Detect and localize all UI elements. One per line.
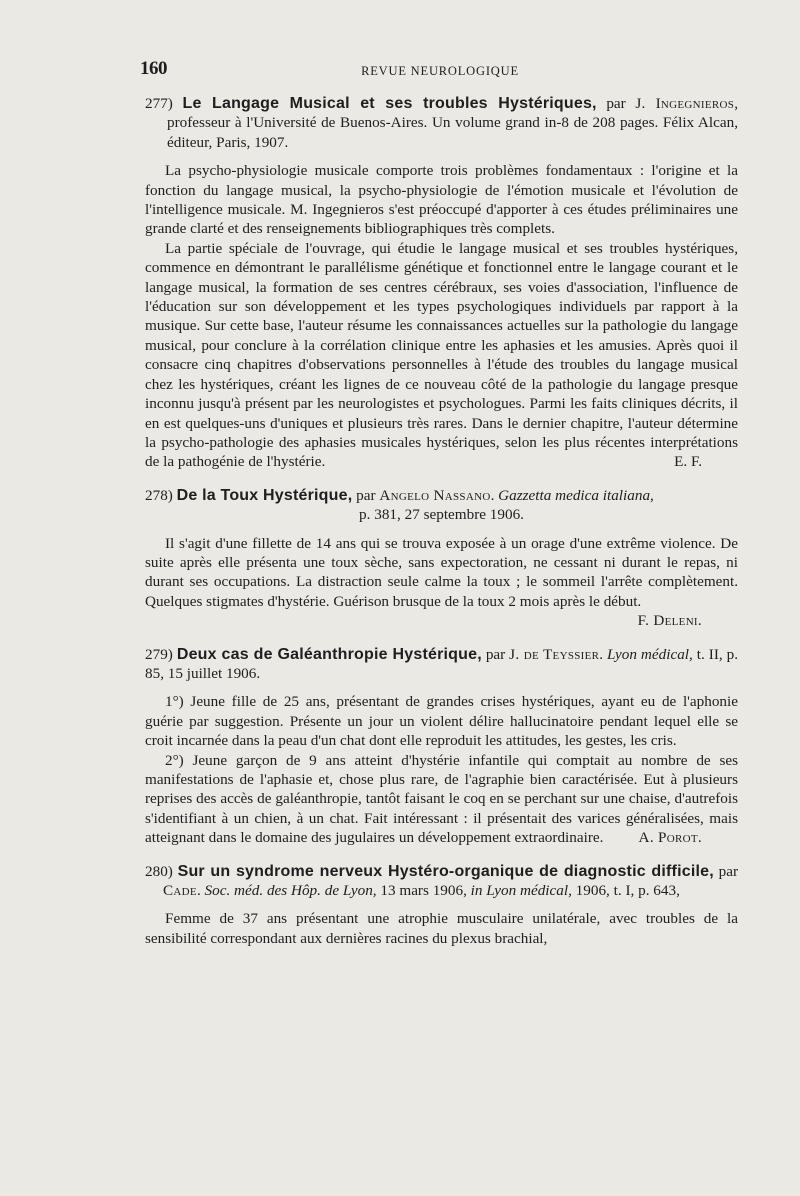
entry-number: 278) xyxy=(145,486,173,504)
citation-text: par xyxy=(481,645,510,663)
review-entry-277 xyxy=(145,94,738,472)
entry-title: Deux cas de Galéanthropie Hystérique, xyxy=(176,645,482,663)
entry-author: J. de Teyssier xyxy=(509,645,600,663)
paragraph xyxy=(145,751,738,848)
entry-number: 280) xyxy=(145,862,173,880)
page-content xyxy=(145,94,738,948)
reviewer-signature: E. F. xyxy=(674,453,702,471)
entry-title: De la Toux Hystérique, xyxy=(176,486,353,504)
paragraph: Femme de 37 ans présentant une atrophie musculaire unilatérale, avec troubles de la sensibilité correspondant aux dernières racines du plexus brachial, xyxy=(145,910,738,947)
entry-author: Cade xyxy=(163,882,197,900)
entry-heading: 279) Deux cas de Galéanthropie Hystérique, par J. de Teyssier. Lyon médical, t. II, p. 85, 15 juillet 1906. xyxy=(145,645,739,682)
entry-heading: 278) De la Toux Hystérique, par Angelo Nassano. Gazzetta medica italiana, p. 381, 27 septembre 1906. xyxy=(145,486,738,525)
reviewer-signature: F. Deleni. xyxy=(637,612,702,630)
entry-journal: Lyon médical, xyxy=(607,645,693,663)
page-number: 160 xyxy=(140,58,167,79)
paragraph-text: 2°) Jeune garçon de 9 ans atteint d'hystérie infantile qui comptait au nombre de ses manifestations de l'aphasie et, chose plus rare, de l'agraphie bien caractérisée. Eut à plusieurs reprises des accès de galéanthropie, tantôt faisant le coq en se perchant sur une chaise, d'autrefois s'identifiant à un chien, à un chat. Fait intéressant : il présentait des varices généralisées, mais atteignant dans le domaine des jugulaires un développement extraordinaire. xyxy=(145,751,738,847)
citation-text: par xyxy=(352,486,380,504)
review-entry-280 xyxy=(145,862,738,949)
entry-journal-2: in Lyon médical, xyxy=(470,882,572,900)
paragraph-text: La partie spéciale de l'ouvrage, qui étudie le langage musical et ses troubles hystériques, commence en démontrant le parallélisme génétique et fonctionnel entre le langage courant et le langage musical, la formation de ses centres cérébraux, ses voies d'association, l'influence de l'éducation sur son développement et les types psychologiques individuels par rapport à la musique. Sur cette base, l'auteur résume les connaissances actuelles sur la pathologie du langage musical, pour conclure à la corrélation clinique entre les aphasies et les amusies. Après quoi il consacre cinq chapitres d'observations personnelles à l'étude des troubles du langage musical chez les hystériques, créant les lignes de ce nouveau côté de la pathologie du langage presque inconnu jusqu'à présent par les neurologistes et psychologues. Parmi les faits cliniques décrits, il en est quelques-uns d'uniques et plusieurs très rares. Dans le dernier chapitre, l'auteur détermine la psycho-pathologie des aphasies musicales hystériques, selon les plus récentes interprétations de la pathogénie de l'hystérie. xyxy=(145,239,738,471)
citation-text: par xyxy=(596,95,636,112)
entry-title: Sur un syndrome nerveux Hystéro-organique de diagnostic difficile, xyxy=(177,862,714,880)
citation-text: t. II, p. 85, 15 juillet 1906. xyxy=(145,645,739,682)
citation-text: 1906, t. I, p. 643, xyxy=(571,882,680,900)
citation-text: 13 mars 1906, xyxy=(376,882,471,900)
entry-journal: Soc. méd. des Hôp. de Lyon, xyxy=(204,882,377,900)
review-entry-278 xyxy=(145,486,738,631)
entry-journal: Gazzetta medica italiana, xyxy=(498,486,654,504)
citation-text: p. 381, 27 septembre 1906. xyxy=(359,506,524,524)
entry-author: Angelo Nassano xyxy=(379,486,491,504)
entry-heading xyxy=(145,94,738,152)
entry-number: 279) xyxy=(145,645,173,663)
entry-title: Le Langage Musical et ses troubles Hystériques, xyxy=(182,95,597,112)
running-head: REVUE NEUROLOGIQUE xyxy=(361,64,519,78)
paragraph-text: Il s'agit d'une fillette de 14 ans qui se trouva exposée à un orage d'une extrême violence. De suite après elle présenta une toux sèche, sans expectoration, ne cessant ni durant le repas, ni durant ses occupations. La distraction seule calme la toux ; le sommeil l'arrête complètement. Quelques stigmates d'hystérie. Guérison brusque de la toux 2 mois après le début. xyxy=(145,534,738,610)
reviewer-signature: A. Porot. xyxy=(638,829,702,847)
entry-author: J. Ingegnieros xyxy=(635,95,735,112)
review-entry-279 xyxy=(145,645,738,848)
entry-heading: 280) Sur un syndrome nerveux Hystéro-organique de diagnostic difficile, par Cade. Soc. méd. des Hôp. de Lyon, 13 mars 1906, in Lyon médical, 1906, t. I, p. 643, xyxy=(145,862,738,900)
paragraph: La psycho-physiologie musicale comporte trois problèmes fondamentaux : l'origine et la fonction du langage musical, la psycho-physiologie de l'émotion musicale et l'évolution de l'intelligence musicale. M. Ingegnieros s'est préoccupé d'apporter à ces études préliminaires une grande clarté et des renseignements bibliographiques très complets. xyxy=(145,162,738,238)
paragraph: 1°) Jeune fille de 25 ans, présentant de grandes crises hystériques, ayant eu de l'aphonie guérie par suggestion. Présente un jour un violent délire hallucinatoire pendant lequel elle se croit incarnée dans la peau d'un chat dont elle reproduit les attitudes, les gestes, les cris. xyxy=(145,693,738,750)
page-header xyxy=(140,58,740,84)
citation-text: par xyxy=(713,862,738,880)
paragraph xyxy=(145,239,738,472)
paragraph xyxy=(145,534,738,631)
citation-text: , professeur à l'Université de Buenos-Aires. Un volume grand in-8 de 208 pages. Félix Alcan, éditeur, Paris, 1907. xyxy=(167,95,738,151)
entry-number: 277) xyxy=(145,95,173,112)
